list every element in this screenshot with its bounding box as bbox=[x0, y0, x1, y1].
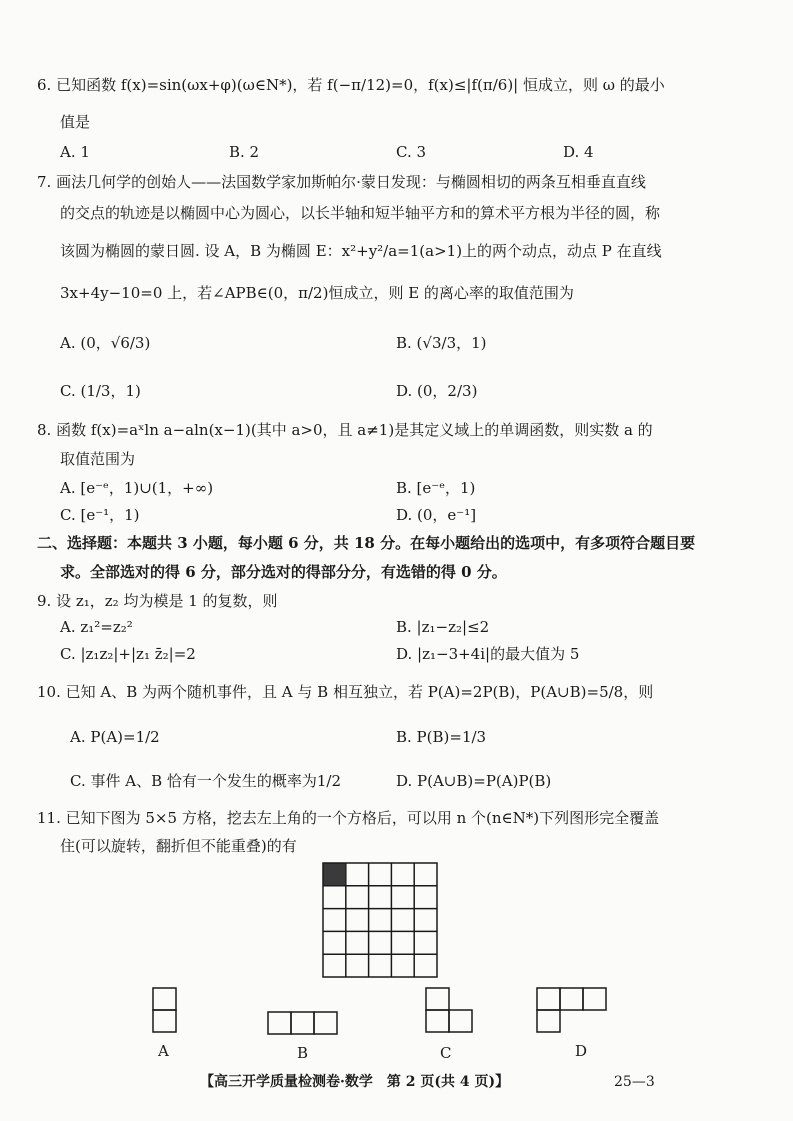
q9-option-b: B. |z₁−z₂|≤2 bbox=[396, 618, 490, 636]
q10-option-a: A. P(A)=1/2 bbox=[70, 728, 160, 746]
page-footer: 【高三开学质量检测卷·数学 第 2 页(共 4 页)】 bbox=[200, 1074, 510, 1090]
q10-option-d: D. P(A∪B)=P(A)P(B) bbox=[396, 772, 552, 790]
q7-option-b: B. (√3/3，1) bbox=[396, 334, 487, 352]
q8-option-a: A. [e⁻ᵉ，1)∪(1，+∞) bbox=[60, 479, 214, 497]
q10-stem-line1: 10. 已知 A、B 为两个随机事件，且 A 与 B 相互独立，若 P(A)=2P(B)，P(A∪B)=5/8，则 bbox=[37, 683, 654, 701]
exam-code: 25—3 bbox=[614, 1074, 655, 1090]
q7-option-a: A. (0，√6/3) bbox=[60, 334, 151, 352]
q7-stem-line2: 的交点的轨迹是以椭圆中心为圆心，以长半轴和短半轴平方和的算术平方根为半径的圆，称 bbox=[60, 204, 661, 222]
q6-option-d: D. 4 bbox=[563, 143, 594, 161]
q9-option-c: C. |z₁z₂|+|z₁ z̄₂|=2 bbox=[60, 645, 196, 663]
section2-instructions-line2: 求。全部选对的得 6 分，部分选对的得部分分，有选错的得 0 分。 bbox=[60, 563, 507, 581]
shape-c-label: C bbox=[440, 1044, 452, 1062]
shape-b-label: B bbox=[297, 1044, 309, 1062]
removed-corner-cell bbox=[323, 863, 345, 885]
q11-stem-line1: 11. 已知下图为 5×5 方格，挖去左上角的一个方格后，可以用 n 个(n∈N*)下列图形完全覆盖 bbox=[37, 809, 660, 827]
q6-option-a: A. 1 bbox=[60, 143, 90, 161]
q8-option-d: D. (0，e⁻¹] bbox=[396, 506, 477, 524]
q7-stem-line4: 3x+4y−10=0 上，若∠APB∈(0，π/2)恒成立，则 E 的离心率的取值范围为 bbox=[60, 284, 574, 302]
q11-stem-line2: 住(可以旋转，翻折但不能重叠)的有 bbox=[60, 837, 297, 855]
shape-b-figure bbox=[267, 1011, 339, 1036]
shape-a-label: A bbox=[158, 1042, 169, 1060]
q6-stem-line1: 6. 已知函数 f(x)=sin(ωx+φ)(ω∈N*)，若 f(−π/12)=0，f(x)≤|f(π/6)| 恒成立，则 ω 的最小 bbox=[37, 76, 665, 94]
q6-option-b: B. 2 bbox=[229, 143, 260, 161]
q6-option-c: C. 3 bbox=[396, 143, 427, 161]
q7-option-c: C. (1/3，1) bbox=[60, 382, 141, 400]
shape-d-figure bbox=[536, 987, 610, 1035]
q9-option-a: A. z₁²=z₂² bbox=[60, 618, 133, 636]
q7-stem-line3: 该圆为椭圆的蒙日圆. 设 A，B 为椭圆 E：x²+y²/a=1(a>1)上的两个动点，动点 P 在直线 bbox=[60, 242, 662, 260]
q6-stem-line2: 值是 bbox=[60, 113, 91, 131]
q8-stem-line1: 8. 函数 f(x)=aˣln a−aln(x−1)(其中 a>0，且 a≠1)是其定义域上的单调函数，则实数 a 的 bbox=[37, 421, 653, 439]
q8-stem-line2: 取值范围为 bbox=[60, 450, 136, 468]
shape-a-figure bbox=[152, 987, 178, 1033]
grid-5x5-svg bbox=[322, 862, 438, 978]
q7-option-d: D. (0，2/3) bbox=[396, 382, 478, 400]
q8-option-b: B. [e⁻ᵉ，1) bbox=[396, 479, 476, 497]
section2-instructions-line1: 二、选择题：本题共 3 小题，每小题 6 分，共 18 分。在每小题给出的选项中，有多项符合题目要 bbox=[37, 534, 696, 552]
shape-d-label: D bbox=[575, 1042, 588, 1060]
shape-c-figure bbox=[425, 987, 475, 1035]
grid-5x5-figure bbox=[322, 862, 438, 978]
q9-option-d: D. |z₁−3+4i|的最大值为 5 bbox=[396, 645, 580, 663]
q7-stem-line1: 7. 画法几何学的创始人——法国数学家加斯帕尔·蒙日发现：与椭圆相切的两条互相垂直直线 bbox=[37, 173, 646, 191]
q10-option-b: B. P(B)=1/3 bbox=[396, 728, 487, 746]
q8-option-c: C. [e⁻¹，1) bbox=[60, 506, 140, 524]
q9-stem-line1: 9. 设 z₁，z₂ 均为模是 1 的复数，则 bbox=[37, 592, 278, 610]
q10-option-c: C. 事件 A、B 恰有一个发生的概率为1/2 bbox=[70, 772, 342, 790]
